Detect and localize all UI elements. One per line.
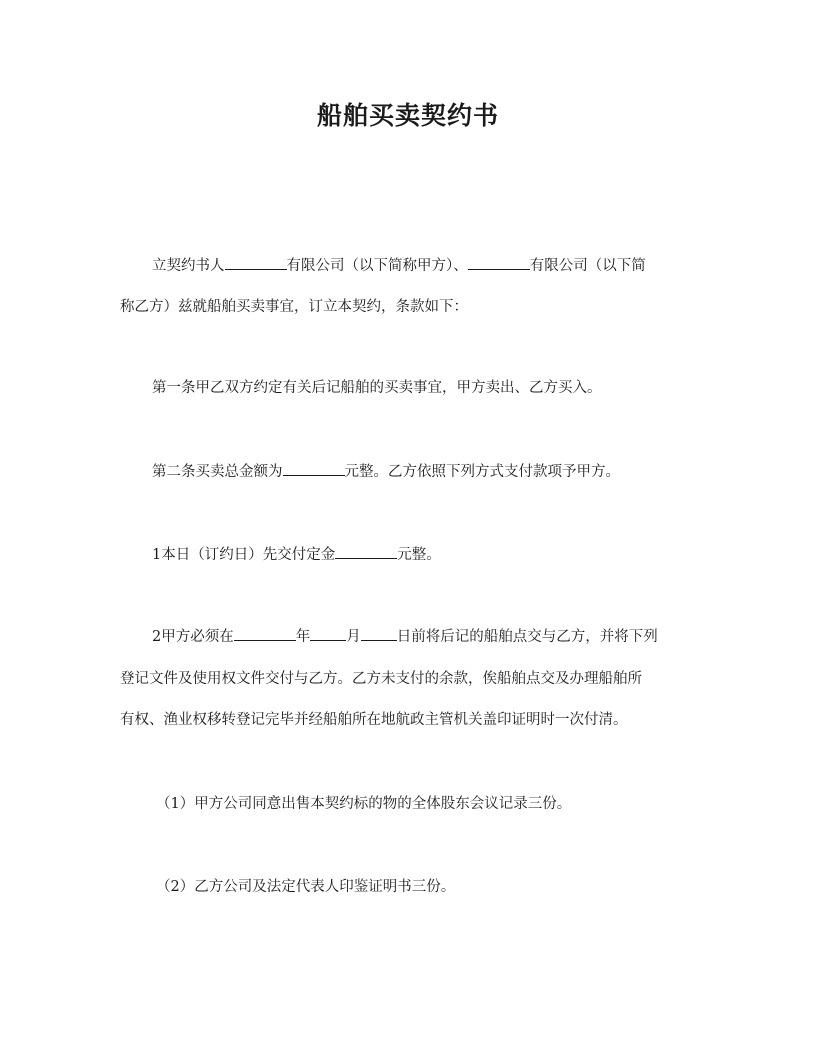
clause-intro-line-1 — [120, 248, 742, 285]
total-amount-blank — [283, 461, 345, 476]
clause-subitem-1: （1）甲方公司同意出售本契约标的物的全体股东会议记录三份。 — [156, 796, 572, 812]
item-2-text-d: 日前将后记的船舶点交与乙方，并将下列 — [396, 629, 658, 645]
clause-item-2-line-3: 有权、渔业权移转登记完毕并经船舶所在地航政主管机关盖印证明时一次付清。 — [120, 712, 628, 728]
intro-text-a: 立契约书人 — [152, 258, 225, 274]
year-blank — [234, 626, 296, 641]
item-1-text-b: 元整。 — [397, 547, 441, 563]
clause-item-1 — [120, 537, 742, 574]
item-2-text-c: 月 — [346, 629, 361, 645]
month-blank — [310, 626, 346, 641]
intro-text-c: 有限公司（以下简 — [529, 258, 646, 274]
clause-item-2-line-2: 登记文件及使用权文件交付与乙方。乙方未支付的余款，俟船舶点交及办理船舶所 — [120, 671, 642, 687]
document-title: 船舶买卖契约书 — [316, 101, 499, 130]
clause-article-2 — [120, 454, 742, 491]
clause-article-1: 第一条甲乙双方约定有关后记船舶的买卖事宜，甲方卖出、乙方买入。 — [152, 380, 602, 396]
item-2-text-b: 年 — [295, 629, 311, 645]
intro-text-b: 有限公司（以下简称甲方）、 — [286, 258, 468, 274]
item-1-text-a: 1本日（订约日）先交付定金 — [152, 547, 336, 563]
day-blank — [361, 626, 397, 641]
party-b-blank — [468, 255, 530, 270]
article-2-text-b: 元整。乙方依照下列方式支付款项予甲方。 — [344, 464, 620, 480]
deposit-blank — [335, 544, 397, 559]
item-2-text-a: 2甲方必须在 — [152, 629, 234, 645]
party-a-blank — [225, 255, 287, 270]
clause-item-2-line-1 — [120, 619, 742, 656]
clause-intro-line-2: 称乙方）兹就船舶买卖事宜，订立本契约，条款如下： — [120, 299, 468, 315]
clause-subitem-2: （2）乙方公司及法定代表人印鉴证明书三份。 — [156, 879, 456, 895]
article-2-text-a: 第二条买卖总金额为 — [152, 464, 283, 480]
